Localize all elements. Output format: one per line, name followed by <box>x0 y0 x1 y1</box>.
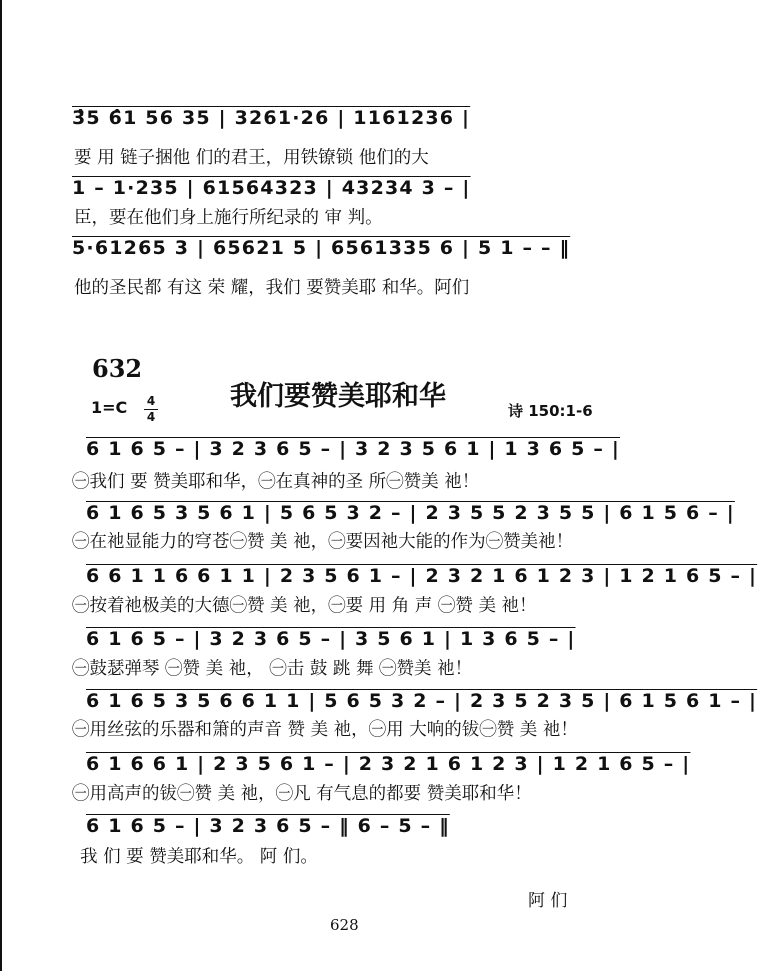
lyric-line-2: ㊀在祂显能力的穹苍㊀赞 美 祂，㊀要因祂大能的作为㊀赞美祂！ <box>72 532 574 552</box>
lyric-line-6: ㊀用高声的钹㊀赞 美 祂，㊀凡 有气息的都要 赞美耶和华！ <box>72 784 532 804</box>
key-signature: 1=C <box>91 398 128 417</box>
lyric-line-1: ㊀我们 要 赞美耶和华，㊀在真神的圣 所㊀赞美 祂！ <box>72 472 480 492</box>
score-line-3: 6 6 1 1 6 6 1 1 | 2 3 5 6 1 – | 2 3 2 1 6 1 2 3 | 1 2 1 6 5 – | <box>86 565 758 587</box>
footer-lyric: 阿 们 <box>528 891 568 911</box>
lyric-line-4: ㊀鼓瑟弹琴 ㊀赞 美 祂， ㊀击 鼓 跳 舞 ㊀赞美 祂！ <box>72 659 473 679</box>
score-line-1: 6 1 6 5 – | 3 2 3 6 5 – | 3 2 3 5 6 1 | 1 3 6 5 – | <box>86 438 621 460</box>
page-number: 628 <box>330 916 359 934</box>
lyric-line-top-1: 要 用 链子捆他 们的君王，用铁镣锁 他们的大 <box>74 148 429 168</box>
score-line-4: 6 1 6 5 – | 3 2 3 6 5 – | 3 5 6 1 | 1 3 6 5 – | <box>86 628 576 650</box>
lyric-line-5: ㊀用丝弦的乐器和箫的声音 赞 美 祂，㊀用 大响的钹㊀赞 美 祂！ <box>72 720 578 740</box>
lyric-line-top-2: 臣，要在他们身上施行所纪录的 审 判。 <box>74 208 383 228</box>
scripture-reference: 诗 150:1-6 <box>508 402 593 420</box>
hymn-title: 我们要赞美耶和华 <box>230 381 446 412</box>
meter-top: 4 <box>146 394 156 408</box>
score-line-5: 6 1 6 5 3 5 6 6 1 1 | 5 6 5 3 2 – | 2 3 5 2 3 5 | 6 1 5 6 1 – | <box>86 690 758 712</box>
lyric-line-top-3: 他的圣民都 有这 荣 耀，我们 要赞美耶 和华。阿们 <box>74 278 470 298</box>
meter-bottom: 4 <box>146 410 156 424</box>
lyric-line-7: 我 们 要 赞美耶和华。 阿 们。 <box>80 847 318 867</box>
hymn-number: 632 <box>92 354 143 383</box>
score-line-6: 6 1 6 6 1 | 2 3 5 6 1 – | 2 3 2 1 6 1 2 3 | 1 2 1 6 5 – | <box>86 753 691 775</box>
score-line-top-3: 5·61265 3 | 65621 5 | 6561335 6 | 5 1 – – ‖ <box>72 237 571 259</box>
score-line-7: 6 1 6 5 – | 3 2 3 6 5 – ‖ 6 – 5 – ‖ <box>86 815 450 837</box>
score-line-top-2: 1 – 1·235 | 61564323 | 43234 3 – | <box>72 177 471 199</box>
time-signature <box>144 395 158 424</box>
score-line-top-1: 3̂5 6̂1 56 35 | 3261·26 | 1161236 | <box>72 107 471 129</box>
lyric-line-3: ㊀按着祂极美的大德㊀赞 美 祂，㊀要 用 角 声 ㊀赞 美 祂！ <box>72 596 537 616</box>
score-line-2: 6 1 6 5 3 5 6 1 | 5 6 5 3 2 – | 2 3 5 5 2 3 5 5 | 6 1 5 6 – | <box>86 502 735 524</box>
